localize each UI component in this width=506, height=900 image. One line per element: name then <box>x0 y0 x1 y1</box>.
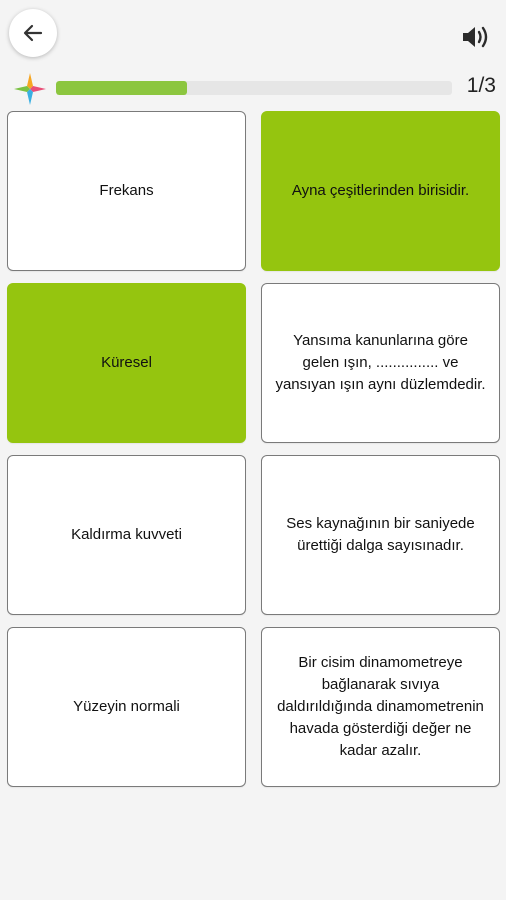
card-definition-yansima[interactable] <box>261 283 500 443</box>
progress-counter: 1/3 <box>466 74 496 97</box>
progress-bar-fill <box>56 81 187 95</box>
card-text: Ayna çeşitlerinden birisidir. <box>291 182 470 199</box>
sparkle-star-icon <box>13 72 47 106</box>
card-term-kuresel[interactable] <box>7 283 246 443</box>
card-definition-kaldirma[interactable] <box>261 627 500 787</box>
card-text: Frekans <box>99 182 154 199</box>
top-bar <box>0 0 506 70</box>
card-text: Yüzeyin normali <box>73 698 180 715</box>
speaker-icon <box>460 24 490 50</box>
card-text: Yansıma kanunlarına göre gelen ışın, ............... ve yansıyan ışın aynı düzlemdedir. <box>275 332 486 393</box>
back-button[interactable] <box>9 9 57 57</box>
card-term-frekans[interactable] <box>7 111 246 271</box>
card-text: Ses kaynağının bir saniyede ürettiği dalga sayısınadır. <box>286 515 475 554</box>
progress-bar <box>56 81 452 95</box>
card-text: Bir cisim dinamometreye bağlanarak sıvıya daldırıldığında dinamometrenin havada gösterdiği değer ne kadar azalır. <box>277 654 484 759</box>
sound-button[interactable] <box>458 22 492 52</box>
back-arrow-icon <box>22 22 44 44</box>
card-term-kaldirma-kuvveti[interactable] <box>7 455 246 615</box>
card-definition-frekans[interactable] <box>261 455 500 615</box>
card-term-yuzeyin-normali[interactable] <box>7 627 246 787</box>
progress-row <box>0 70 506 106</box>
card-text: Küresel <box>101 354 152 371</box>
card-text: Kaldırma kuvveti <box>71 526 182 543</box>
card-definition-ayna[interactable] <box>261 111 500 271</box>
